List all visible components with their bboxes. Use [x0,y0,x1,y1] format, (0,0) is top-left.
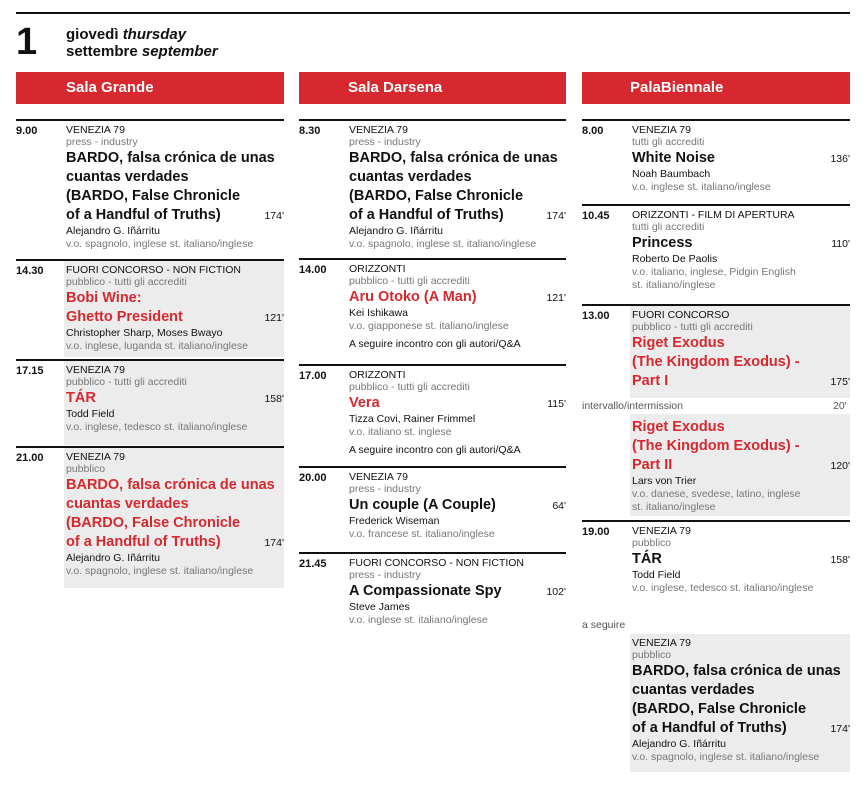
screening-note: A seguire incontro con gli autori/Q&A [349,338,521,350]
film-title [349,149,566,224]
access-label: pubblico [632,537,672,549]
screening-time: 8.00 [582,125,604,137]
screening-entry [582,634,850,772]
film-title [632,418,850,474]
film-title [632,550,850,568]
screening-entry [16,446,284,588]
film-director: Steve James [349,601,410,613]
screening-note: A seguire incontro con gli autori/Q&A [349,444,521,456]
film-title-line: (BARDO, False Chronicle [349,188,524,204]
film-director: Kei Ishikawa [349,307,408,319]
film-title-line: BARDO, falsa crónica de unas [632,663,841,679]
film-title-line: (BARDO, False Chronicle [66,515,241,531]
film-languages: v.o. francese st. italiano/inglese [349,528,495,540]
access-label: pubblico - tutti gli accrediti [349,275,470,287]
film-title [349,496,566,514]
section-label: ORIZZONTI [349,369,406,381]
section-label: VENEZIA 79 [66,364,125,376]
access-label: press - industry [349,569,421,581]
section-label: FUORI CONCORSO - NON FICTION [66,264,241,276]
film-director: Noah Baumbach [632,168,711,180]
film-title-line: cuantas verdades [349,169,472,185]
film-title-line: (The Kingdom Exodus) - [632,354,800,370]
film-duration: 174' [264,210,284,222]
film-director: Frederick Wiseman [349,515,440,527]
film-duration: 175' [830,376,850,388]
film-title-line: Un couple (A Couple) [349,497,496,513]
film-duration: 121' [546,292,566,304]
film-languages: v.o. giapponese st. italiano/inglese [349,320,509,332]
film-director: Alejandro G. Iñárritu [66,552,160,564]
film-languages: v.o. inglese, tedesco st. italiano/inglese [66,421,248,433]
film-director: Todd Field [66,408,115,420]
film-title-line: TÁR [66,390,96,406]
access-label: pubblico [66,463,106,475]
section-label: ORIZZONTI [349,263,406,275]
film-duration: 115' [547,398,566,410]
film-title-line: (BARDO, False Chronicle [66,188,241,204]
access-label: tutti gli accrediti [632,221,705,233]
film-director: Alejandro G. Iñárritu [349,225,443,237]
film-duration: 136' [830,153,850,165]
film-duration: 174' [546,210,566,222]
screening-entry [582,520,850,606]
intermission-label: intervallo/intermission [582,400,683,412]
film-title-line: (BARDO, False Chronicle [632,701,807,717]
section-label: FUORI CONCORSO - NON FICTION [349,557,524,569]
film-languages: v.o. danese, svedese, latino, inglese [632,488,801,500]
film-languages: v.o. spagnolo, inglese st. italiano/inglese [349,238,537,250]
film-title-line: Riget Exodus [632,419,725,435]
day-en: thursday [122,26,187,43]
film-title-line: of a Handful of Truths) [66,534,221,550]
film-title-line: Vera [349,395,380,411]
film-director: Christopher Sharp, Moses Bwayo [66,327,223,339]
screening-entry [16,119,284,255]
film-duration: 102' [546,586,566,598]
film-duration: 64' [552,500,566,512]
film-title-line: of a Handful of Truths) [66,207,221,223]
month-it: settembre [66,43,138,60]
film-title-line: White Noise [632,150,715,166]
top-rule [16,12,850,14]
film-director: Lars von Trier [632,475,697,487]
screening-entry [299,364,566,466]
film-director: Todd Field [632,569,681,581]
film-title-line: BARDO, falsa crónica de unas [349,150,558,166]
access-label: press - industry [349,483,421,495]
a-seguire-label: a seguire [582,619,626,631]
section-label: VENEZIA 79 [632,124,691,136]
film-title-line: of a Handful of Truths) [349,207,504,223]
film-languages: v.o. spagnolo, inglese st. italiano/inglese [66,565,254,577]
film-title [66,476,284,551]
day-heading [66,26,218,60]
film-title-line: Bobi Wine: [66,290,142,306]
section-label: VENEZIA 79 [66,451,125,463]
film-duration: 174' [264,537,284,549]
film-title-line: TÁR [632,551,662,567]
film-title-line: (The Kingdom Exodus) - [632,438,800,454]
hall-header-palabiennale: PalaBiennale [582,72,850,104]
film-duration: 121' [264,312,284,324]
screening-time: 10.45 [582,210,610,222]
screening-time: 13.00 [582,310,610,322]
film-subtitles: st. italiano/inglese [632,279,716,291]
film-languages: v.o. spagnolo, inglese st. italiano/inglese [66,238,254,250]
film-duration: 158' [830,554,850,566]
film-languages: v.o. inglese, tedesco st. italiano/inglese [632,582,814,594]
hall-header-sala-grande: Sala Grande [16,72,284,104]
film-title [66,149,284,224]
section-label: VENEZIA 79 [632,637,691,649]
film-director: Tizza Covi, Rainer Frimmel [349,413,476,425]
section-label: ORIZZONTI - FILM DI APERTURA [632,209,795,221]
film-title-line: A Compassionate Spy [349,583,502,599]
film-title-line: BARDO, falsa crónica de unas [66,150,275,166]
access-label: pubblico [632,649,672,661]
film-duration: 120' [830,460,850,472]
screening-entry [582,304,850,398]
hall-header-sala-darsena: Sala Darsena [299,72,566,104]
screening-entry [299,119,566,255]
access-label: pubblico - tutti gli accrediti [632,321,753,333]
film-title [632,334,850,390]
access-label: pubblico - tutti gli accrediti [349,381,470,393]
screening-entry [16,259,284,357]
film-title-line: cuantas verdades [632,682,755,698]
intermission-duration: 20' [833,400,847,412]
film-director: Alejandro G. Iñárritu [66,225,160,237]
film-languages: v.o. inglese st. italiano/inglese [632,181,771,193]
screening-time: 14.30 [16,265,44,277]
screening-time: 9.00 [16,125,38,137]
film-languages: v.o. italiano, inglese, Pidgin English [632,266,796,278]
day-it: giovedì [66,26,119,43]
film-title-line: Riget Exodus [632,335,725,351]
section-label: FUORI CONCORSO [632,309,730,321]
section-label: VENEZIA 79 [632,525,691,537]
film-languages: v.o. italiano st. inglese [349,426,452,438]
month-en: september [141,43,218,60]
film-languages: v.o. inglese st. italiano/inglese [349,614,488,626]
film-title-line: of a Handful of Truths) [632,720,787,736]
film-title [66,389,284,407]
film-title-line: BARDO, falsa crónica de unas [66,477,275,493]
screening-time: 19.00 [582,526,610,538]
film-title [632,149,850,167]
film-duration: 174' [830,723,850,735]
film-duration: 158' [264,393,284,405]
film-title-line: cuantas verdades [66,496,189,512]
film-title [632,234,850,252]
day-number: 1 [16,21,38,63]
film-title-line: Part II [632,457,673,473]
screening-time: 14.00 [299,264,327,276]
screening-time: 17.00 [299,370,327,382]
screening-entry [299,466,566,552]
film-title-line: Ghetto President [66,309,183,325]
access-label: press - industry [66,136,138,148]
film-title-line: Part I [632,373,669,389]
screening-entry [299,552,566,638]
film-duration: 110' [831,238,850,250]
screening-entry [299,258,566,364]
screening-time: 8.30 [299,125,321,137]
film-languages: v.o. inglese, luganda st. italiano/inglese [66,340,248,352]
section-label: VENEZIA 79 [349,124,408,136]
access-label: press - industry [349,136,421,148]
film-title [66,289,284,326]
film-title-line: cuantas verdades [66,169,189,185]
section-label: VENEZIA 79 [349,471,408,483]
access-label: tutti gli accrediti [632,136,705,148]
access-label: pubblico - tutti gli accrediti [66,276,187,288]
screening-time: 21.45 [299,558,327,570]
access-label: pubblico - tutti gli accrediti [66,376,187,388]
screening-entry [582,414,850,516]
film-title [632,662,850,737]
screening-time: 17.15 [16,365,44,377]
film-title [349,288,566,306]
film-director: Alejandro G. Iñárritu [632,738,726,750]
film-title-line: Princess [632,235,693,251]
section-label: VENEZIA 79 [66,124,125,136]
screening-time: 21.00 [16,452,44,464]
film-title [349,394,566,412]
screening-entry [582,119,850,203]
screening-time: 20.00 [299,472,327,484]
film-title [349,582,566,600]
film-title-line: Aru Otoko (A Man) [349,289,477,305]
screening-entry [16,359,284,445]
film-director: Roberto De Paolis [632,253,718,265]
film-languages: v.o. spagnolo, inglese st. italiano/inglese [632,751,820,763]
film-subtitles: st. italiano/inglese [632,501,716,513]
screening-entry [582,204,850,304]
